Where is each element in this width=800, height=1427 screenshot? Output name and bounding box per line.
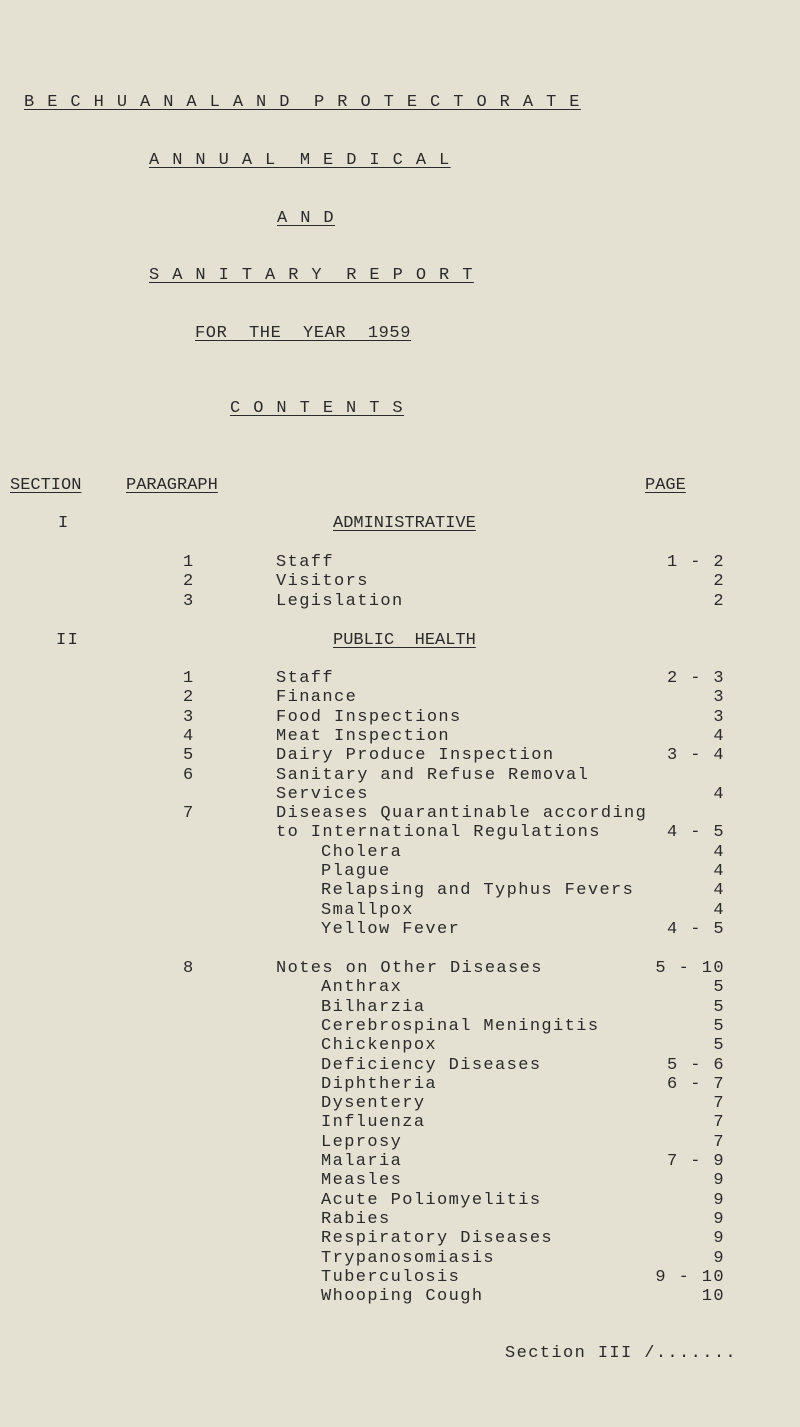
entry-title: Smallpox <box>321 900 414 920</box>
entry-title: Measles <box>321 1171 403 1191</box>
column-header-section: SECTION <box>10 476 82 495</box>
page-range: 2 - 3 <box>666 669 725 688</box>
subtitle-year: FOR THE YEAR 1959 <box>195 324 412 343</box>
section-heading: ADMINISTRATIVE <box>333 514 476 533</box>
entry-title: Trypanosomiasis <box>321 1248 496 1268</box>
page-range: 9 <box>713 1171 725 1191</box>
column-header-page: PAGE <box>645 476 686 495</box>
entry-title: to International Regulations <box>276 823 601 843</box>
page-range: 4 <box>713 842 725 862</box>
entry-title: Food Inspections <box>276 707 462 727</box>
entry-title: Influenza <box>321 1113 426 1133</box>
paragraph-number: 1 <box>183 553 195 572</box>
subtitle-and: A N D <box>277 209 336 228</box>
entry-title: Legislation <box>276 591 404 611</box>
paragraph-number: 5 <box>183 746 195 766</box>
paragraph-number: 3 <box>183 707 195 727</box>
subtitle-sanitary-report: S A N I T A R Y R E P O R T <box>149 266 474 285</box>
page-range: 7 - 9 <box>666 1152 725 1171</box>
document-title: B E C H U A N A L A N D P R O T E C T O R A T E <box>24 93 581 112</box>
entry-title: Malaria <box>321 1152 403 1171</box>
column-header-paragraph: PARAGRAPH <box>126 476 218 495</box>
paragraph-number: 4 <box>183 726 195 746</box>
subtitle-annual-medical: A N N U A L M E D I C A L <box>149 151 451 170</box>
entry-title: Deficiency Diseases <box>321 1055 542 1075</box>
entry-title: Leprosy <box>321 1132 403 1152</box>
page-range: 3 <box>713 707 725 727</box>
entry-title: Whooping Cough <box>321 1287 484 1307</box>
entry-title: Dysentery <box>321 1094 426 1114</box>
section-heading: PUBLIC HEALTH <box>333 631 476 650</box>
continuation-note: Section III /....... <box>505 1344 738 1363</box>
page-range: 4 <box>713 900 725 920</box>
paragraph-number: 2 <box>183 688 195 708</box>
paragraph-number: 2 <box>183 572 195 592</box>
entry-title: Visitors <box>276 572 369 592</box>
entry-title: Cholera <box>321 842 403 862</box>
page-range: 3 - 4 <box>666 746 725 766</box>
page-range: 2 <box>713 591 725 611</box>
entry-title: Services <box>276 784 369 804</box>
page-range: 5 - 6 <box>666 1055 725 1075</box>
entry-title: Acute Poliomyelitis <box>321 1190 542 1210</box>
page-range: 9 - 10 <box>655 1267 725 1287</box>
entry-title: Staff <box>276 669 335 688</box>
entry-title: Chickenpox <box>321 1036 438 1056</box>
page-range: 5 <box>713 997 725 1017</box>
entry-title: Finance <box>276 688 358 708</box>
page-range: 1 - 2 <box>666 553 725 572</box>
entry-title: Bilharzia <box>321 997 426 1017</box>
page-range: 5 <box>713 1036 725 1056</box>
entry-title: Rabies <box>321 1209 391 1229</box>
section-numeral: II <box>56 631 80 650</box>
entry-title: Tuberculosis <box>321 1267 461 1287</box>
entry-title: Notes on Other Diseases <box>276 959 543 978</box>
page-range: 5 <box>713 1016 725 1036</box>
contents-heading: C O N T E N T S <box>230 399 405 418</box>
entry-title: Yellow Fever <box>321 919 461 939</box>
page-range: 4 - 5 <box>666 823 725 843</box>
page-range: 9 <box>713 1229 725 1249</box>
entry-title: Anthrax <box>321 978 403 998</box>
paragraph-number: 7 <box>183 804 195 824</box>
page-range: 7 <box>713 1132 725 1152</box>
page-range: 9 <box>713 1190 725 1210</box>
page-range: 9 <box>713 1209 725 1229</box>
page-range: 4 <box>713 726 725 746</box>
entry-title: Cerebrospinal Meningitis <box>321 1016 600 1036</box>
entry-title: Diseases Quarantinable according <box>276 804 648 824</box>
page-range: 4 <box>713 862 725 881</box>
page-range: 7 <box>713 1113 725 1133</box>
section-numeral: I <box>58 514 70 533</box>
page-range: 5 - 10 <box>655 959 725 978</box>
page-range: 3 <box>713 688 725 708</box>
page-range: 10 <box>701 1287 725 1307</box>
paragraph-number: 3 <box>183 591 195 611</box>
entry-title: Sanitary and Refuse Removal <box>276 765 590 785</box>
page-range: 4 <box>713 881 725 901</box>
entry-title: Respiratory Diseases <box>321 1229 554 1249</box>
entry-title: Relapsing and Typhus Fevers <box>321 881 635 901</box>
entry-title: Staff <box>276 553 335 572</box>
entry-title: Plague <box>321 862 391 881</box>
page-range: 7 <box>713 1094 725 1114</box>
entry-title: Diphtheria <box>321 1074 438 1094</box>
paragraph-number: 6 <box>183 765 195 785</box>
entry-title: Meat Inspection <box>276 726 451 746</box>
page-range: 4 <box>713 784 725 804</box>
page-range: 2 <box>713 572 725 592</box>
page-range: 9 <box>713 1248 725 1268</box>
page-range: 4 - 5 <box>666 919 725 939</box>
entry-title: Dairy Produce Inspection <box>276 746 555 766</box>
paragraph-number: 1 <box>183 669 195 688</box>
page-range: 5 <box>713 978 725 998</box>
page-range: 6 - 7 <box>666 1074 725 1094</box>
paragraph-number: 8 <box>183 959 195 978</box>
